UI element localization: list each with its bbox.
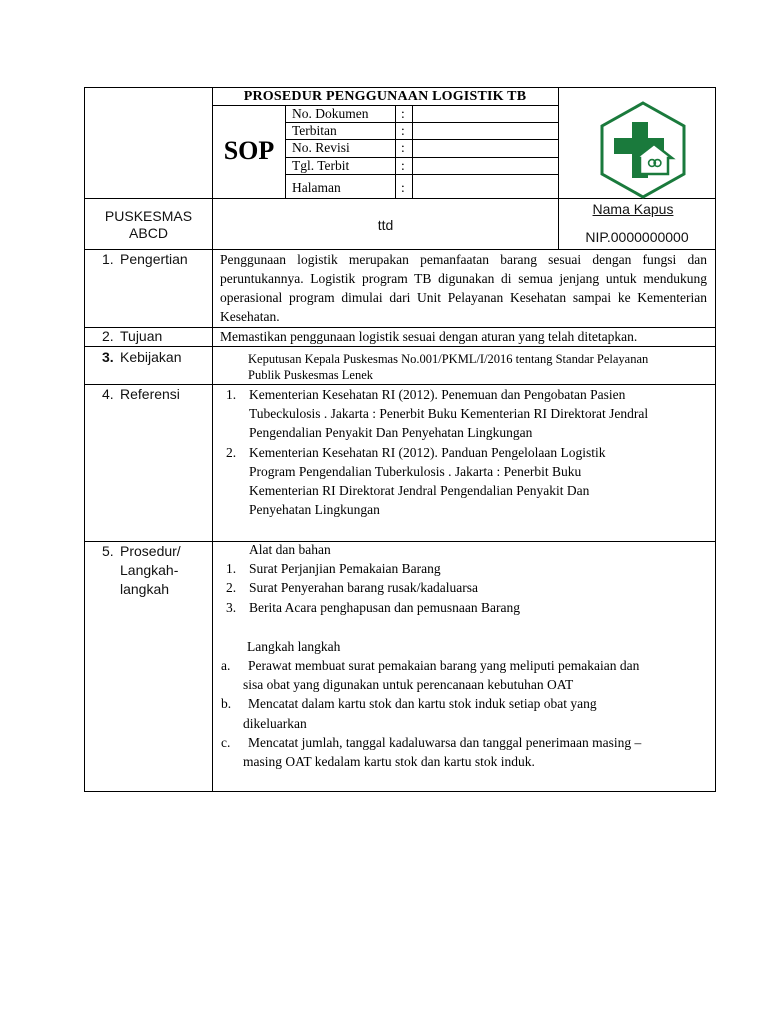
referensi-item-2-line4: Penyehatan Lingkungan bbox=[249, 502, 380, 517]
alat-item-2-number: 2. bbox=[226, 580, 237, 595]
field-tgl-terbit-colon: : bbox=[401, 158, 405, 173]
field-no-dokumen-label: No. Dokumen bbox=[292, 106, 369, 121]
document-title: PROSEDUR PENGGUNAAN LOGISTIK TB bbox=[243, 89, 527, 104]
kebijakan-line1: Keputusan Kepala Puskesmas No.001/PKML/I/2016 tentang Standar Pelayanan bbox=[248, 352, 649, 366]
langkah-item-c-line1: Mencatat jumlah, tanggal kadaluwarsa dan tanggal penerimaan masing – bbox=[248, 735, 642, 750]
org-name-line1: PUSKESMAS bbox=[104, 208, 193, 224]
tujuan-text: Memastikan penggunaan logistik sesuai dengan aturan yang telah ditetapkan. bbox=[220, 329, 638, 344]
alat-item-2-text: Surat Penyerahan barang rusak/kadaluarsa bbox=[249, 580, 479, 595]
langkah-item-c-line2: masing OAT kedalam kartu stok dan kartu stok induk. bbox=[243, 754, 535, 769]
alat-item-1-text: Surat Perjanjian Pemakaian Barang bbox=[249, 561, 441, 576]
field-no-revisi-colon: : bbox=[401, 140, 405, 155]
referensi-item-1-line3: Pengendalian Penyakit Dan Penyehatan Lingkungan bbox=[249, 425, 533, 440]
referensi-item-2-line3: Kementerian RI Direktorat Jendral Pengendalian Penyakit Dan bbox=[249, 483, 590, 498]
prosedur-label-line3: langkah bbox=[120, 581, 170, 597]
referensi-item-2-line2: Program Pengendalian Tuberkulosis . Jakarta : Penerbit Buku bbox=[249, 464, 582, 479]
kapus-name: Nama Kapus bbox=[592, 201, 674, 217]
langkah-item-a-line1: Perawat membuat surat pemakaian barang yang meliputi pemakaian dan bbox=[248, 658, 640, 673]
kapus-nip: NIP.0000000000 bbox=[585, 229, 689, 245]
prosedur-label-line2: Langkah- bbox=[120, 562, 179, 578]
referensi-item-1-line1: Kementerian Kesehatan RI (2012). Penemuan dan Pengobatan Pasien bbox=[249, 387, 626, 402]
langkah-item-b-letter: b. bbox=[221, 696, 232, 711]
puskesmas-logo-icon bbox=[598, 100, 688, 200]
field-terbitan-label: Terbitan bbox=[292, 123, 337, 138]
pengertian-number: 1. bbox=[102, 251, 114, 267]
sop-label: SOP bbox=[223, 136, 275, 165]
org-name-line2: ABCD bbox=[129, 225, 168, 241]
kebijakan-line2: Publik Puskesmas Lenek bbox=[248, 368, 373, 382]
field-halaman-colon: : bbox=[401, 180, 405, 195]
alat-item-3-text: Berita Acara penghapusan dan pemusnaan Barang bbox=[249, 600, 521, 615]
kebijakan-label: Kebijakan bbox=[120, 349, 182, 365]
alat-item-1-number: 1. bbox=[226, 561, 237, 576]
langkah-item-a-letter: a. bbox=[221, 658, 231, 673]
field-terbitan-colon: : bbox=[401, 123, 405, 138]
field-no-dokumen-colon: : bbox=[401, 106, 405, 121]
langkah-item-b-line1: Mencatat dalam kartu stok dan kartu stok induk setiap obat yang bbox=[248, 696, 597, 711]
referensi-item-2-number: 2. bbox=[226, 445, 237, 460]
tujuan-label: Tujuan bbox=[120, 328, 163, 344]
ttd-label: ttd bbox=[377, 217, 394, 233]
prosedur-number: 5. bbox=[102, 543, 114, 559]
alat-item-3-number: 3. bbox=[226, 600, 237, 615]
referensi-item-2-line1: Kementerian Kesehatan RI (2012). Panduan Pengelolaan Logistik bbox=[249, 445, 606, 460]
referensi-item-1-number: 1. bbox=[226, 387, 237, 402]
langkah-item-b-line2: dikeluarkan bbox=[243, 716, 307, 731]
prosedur-label-line1: Prosedur/ bbox=[120, 543, 181, 559]
referensi-label: Referensi bbox=[120, 386, 180, 402]
pengertian-label: Pengertian bbox=[120, 251, 188, 267]
langkah-heading: Langkah langkah bbox=[247, 639, 341, 654]
pengertian-text: Penggunaan logistik merupakan pemanfaatan barang sesuai dengan fungsi dan peruntukannya. Logistik program TB digunakan di semua jenjang untuk mendukung operasional program dimulai dari Unit Pelayanan Kesehatan sampai ke Kementerian Kesehatan. bbox=[220, 252, 707, 324]
langkah-item-c-letter: c. bbox=[221, 735, 231, 750]
field-no-revisi-label: No. Revisi bbox=[292, 140, 350, 155]
tujuan-number: 2. bbox=[102, 328, 114, 344]
field-tgl-terbit-label: Tgl. Terbit bbox=[292, 158, 350, 173]
referensi-number: 4. bbox=[102, 386, 114, 402]
kebijakan-number: 3. bbox=[102, 349, 114, 365]
field-halaman-label: Halaman bbox=[292, 180, 341, 195]
alat-heading: Alat dan bahan bbox=[249, 542, 331, 557]
referensi-item-1-line2: Tubeckulosis . Jakarta : Penerbit Buku Kementerian RI Direktorat Jendral bbox=[249, 406, 649, 421]
langkah-item-a-line2: sisa obat yang digunakan untuk perencanaan kebutuhan OAT bbox=[243, 677, 574, 692]
